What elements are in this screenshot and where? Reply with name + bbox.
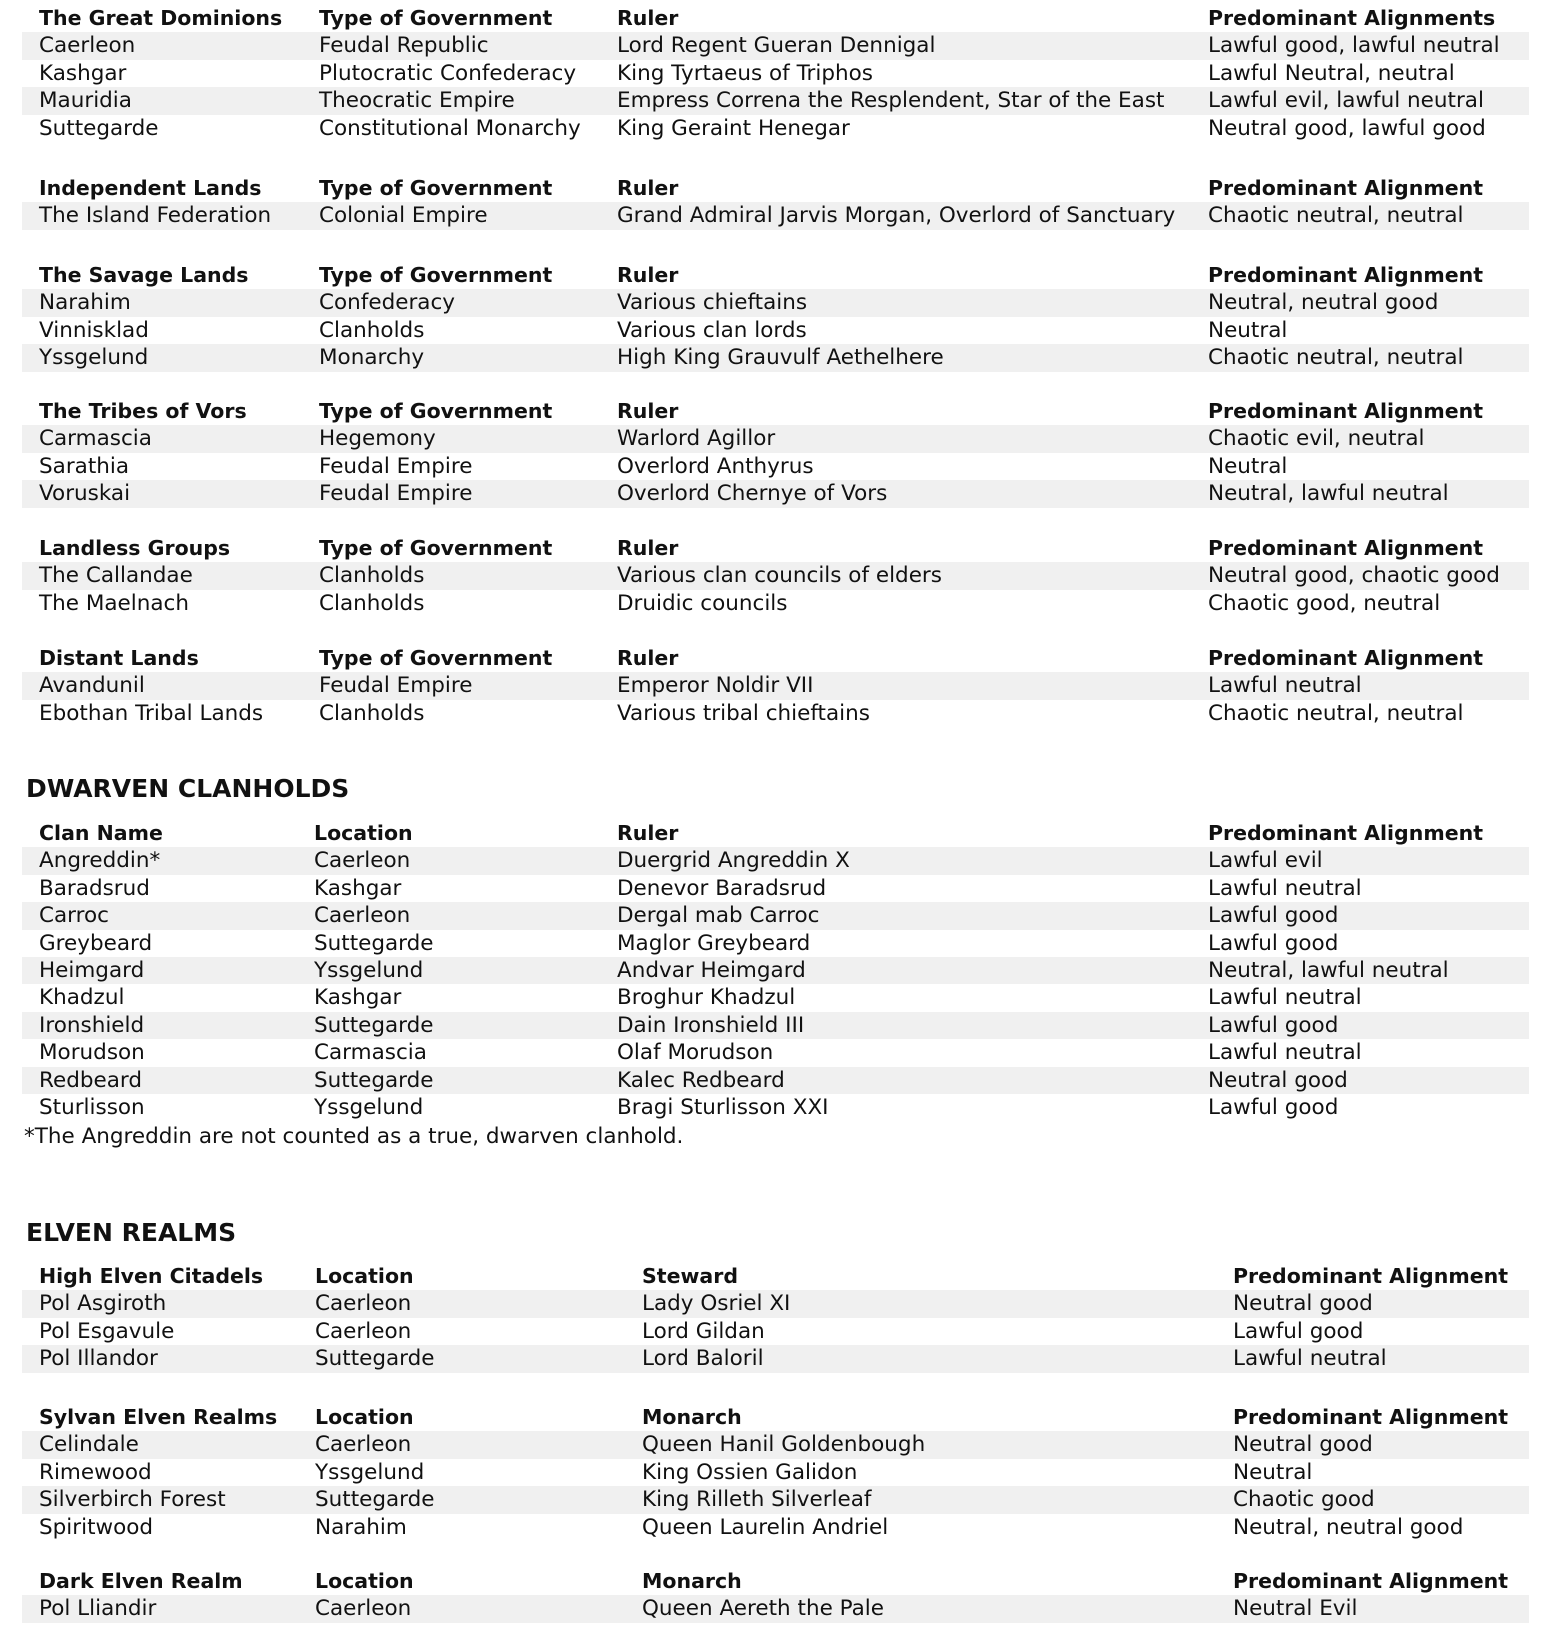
table-great-dominions <box>22 5 1529 142</box>
table-cell: Clanholds <box>319 317 425 343</box>
table-row <box>22 590 1529 617</box>
column-header: Predominant Alignment <box>1208 536 1483 560</box>
table-row <box>22 32 1529 59</box>
table-cell: Neutral, lawful neutral <box>1208 957 1449 983</box>
table-cell: Lord Baloril <box>642 1346 764 1372</box>
table-cell: Feudal Empire <box>319 673 473 699</box>
table-cell: Hegemony <box>319 426 436 452</box>
table-row <box>22 317 1529 344</box>
table-cell: Suttegarde <box>39 115 159 141</box>
table-cell: Neutral good <box>1233 1432 1373 1458</box>
table-cell: Feudal Empire <box>319 453 473 479</box>
table-savage-lands <box>22 262 1529 372</box>
table-cell: Neutral <box>1208 317 1288 343</box>
table-cell: Lawful good <box>1208 1012 1339 1038</box>
table-cell: Yssgelund <box>39 345 149 371</box>
table-cell: Lady Osriel XI <box>642 1291 791 1317</box>
column-header: Type of Government <box>319 536 553 560</box>
table-cell: Lawful good <box>1233 1318 1364 1344</box>
table-cell: Chaotic neutral, neutral <box>1208 700 1464 726</box>
table-cell: Caerleon <box>315 1432 412 1458</box>
table-row <box>22 1290 1529 1317</box>
table-cell: Monarchy <box>319 345 425 371</box>
column-header: Predominant Alignments <box>1208 6 1496 30</box>
table-cell: Carmascia <box>39 426 152 452</box>
table-cell: Duergrid Angreddin X <box>617 848 850 874</box>
table-row <box>22 87 1529 114</box>
column-header: Monarch <box>642 1569 742 1593</box>
table-header-row <box>22 1568 1529 1595</box>
table-cell: Druidic councils <box>617 590 788 616</box>
table-cell: Neutral, neutral good <box>1233 1514 1464 1540</box>
table-cell: Caerleon <box>39 33 136 59</box>
table-cell: Plutocratic Confederacy <box>319 60 577 86</box>
table-header-row <box>22 262 1529 289</box>
table-cell: Constitutional Monarchy <box>319 115 581 141</box>
table-distant-lands <box>22 645 1529 727</box>
table-cell: Yssgelund <box>315 1459 425 1485</box>
table-cell: Caerleon <box>315 1318 412 1344</box>
column-header: Ruler <box>617 6 679 30</box>
table-cell: Neutral <box>1208 453 1288 479</box>
table-row <box>22 1595 1529 1622</box>
table-cell: Feudal Empire <box>319 481 473 507</box>
table-cell: Emperor Noldir VII <box>617 673 814 699</box>
table-cell: Bragi Sturlisson XXI <box>617 1094 829 1120</box>
column-header: The Great Dominions <box>39 6 283 30</box>
table-tribes-of-vors <box>22 398 1529 508</box>
column-header: Ruler <box>617 176 679 200</box>
table-cell: Theocratic Empire <box>319 88 515 114</box>
table-header-row <box>22 645 1529 672</box>
table-row <box>22 1318 1529 1345</box>
table-row <box>22 984 1529 1011</box>
table-cell: Neutral good, lawful good <box>1208 115 1486 141</box>
table-row <box>22 957 1529 984</box>
table-cell: Warlord Agillor <box>617 426 776 452</box>
column-header: Predominant Alignment <box>1208 821 1483 845</box>
table-cell: Sturlisson <box>39 1094 145 1120</box>
table-cell: Spiritwood <box>39 1514 154 1540</box>
table-cell: Lawful Neutral, neutral <box>1208 60 1455 86</box>
table-cell: Suttegarde <box>314 930 434 956</box>
table-cell: Maglor Greybeard <box>617 930 811 956</box>
table-cell: Dergal mab Carroc <box>617 903 820 929</box>
column-header: High Elven Citadels <box>39 1264 264 1288</box>
table-cell: Clanholds <box>319 590 425 616</box>
column-header: Type of Government <box>319 176 553 200</box>
table-high-elven-citadels <box>22 1263 1529 1373</box>
table-cell: Baradsrud <box>39 875 150 901</box>
column-header: Location <box>314 821 413 845</box>
table-row <box>22 1012 1529 1039</box>
table-cell: Pol Illandor <box>39 1346 158 1372</box>
table-cell: Empress Correna the Resplendent, Star of the East <box>617 88 1165 114</box>
table-cell: Lord Regent Gueran Dennigal <box>617 33 936 59</box>
table-cell: Denevor Baradsrud <box>617 875 827 901</box>
table-cell: Kashgar <box>314 875 402 901</box>
table-cell: Chaotic good <box>1233 1487 1375 1513</box>
table-cell: Suttegarde <box>315 1487 435 1513</box>
table-cell: King Rilleth Silverleaf <box>642 1487 872 1513</box>
column-header: The Tribes of Vors <box>39 399 247 423</box>
table-cell: Caerleon <box>315 1596 412 1622</box>
table-cell: Queen Hanil Goldenbough <box>642 1432 926 1458</box>
column-header: Ruler <box>617 821 679 845</box>
table-cell: High King Grauvulf Aethelhere <box>617 345 944 371</box>
table-row <box>22 60 1529 87</box>
table-cell: Neutral good, chaotic good <box>1208 563 1500 589</box>
column-header: Independent Lands <box>39 176 262 200</box>
table-cell: Khadzul <box>39 985 125 1011</box>
table-cell: Narahim <box>315 1514 407 1540</box>
table-row <box>22 1039 1529 1066</box>
table-cell: Lawful good, lawful neutral <box>1208 33 1500 59</box>
table-cell: Kalec Redbeard <box>617 1067 785 1093</box>
table-cell: Various clan lords <box>617 317 807 343</box>
table-cell: Caerleon <box>314 848 411 874</box>
column-header: Type of Government <box>319 399 553 423</box>
table-cell: Neutral good <box>1233 1291 1373 1317</box>
table-cell: Mauridia <box>39 88 132 114</box>
section-title-dwarven-clanholds: DWARVEN CLANHOLDS <box>26 774 350 803</box>
table-cell: Lawful neutral <box>1208 985 1362 1011</box>
column-header: Ruler <box>617 399 679 423</box>
column-header: Location <box>315 1569 414 1593</box>
table-row <box>22 115 1529 142</box>
table-cell: The Island Federation <box>39 203 272 229</box>
table-cell: The Callandae <box>39 563 193 589</box>
column-header: Predominant Alignment <box>1233 1569 1508 1593</box>
table-cell: Olaf Morudson <box>617 1040 774 1066</box>
table-cell: Carroc <box>39 903 109 929</box>
table-row <box>22 875 1529 902</box>
table-header-row <box>22 5 1529 32</box>
table-row <box>22 1094 1529 1121</box>
table-dwarven-clanholds <box>22 820 1529 1121</box>
table-row <box>22 480 1529 507</box>
table-header-row <box>22 1404 1529 1431</box>
table-cell: Chaotic neutral, neutral <box>1208 203 1464 229</box>
table-sylvan-elven-realms <box>22 1404 1529 1541</box>
table-cell: Ironshield <box>39 1012 145 1038</box>
table-cell: Colonial Empire <box>319 203 488 229</box>
table-cell: Overlord Chernye of Vors <box>617 481 888 507</box>
table-cell: Voruskai <box>39 481 131 507</box>
table-dark-elven-realm <box>22 1568 1529 1623</box>
table-header-row <box>22 398 1529 425</box>
table-cell: Caerleon <box>314 903 411 929</box>
table-cell: Chaotic evil, neutral <box>1208 426 1425 452</box>
table-landless-groups <box>22 535 1529 617</box>
table-row <box>22 1459 1529 1486</box>
table-row <box>22 1431 1529 1458</box>
table-cell: Kashgar <box>314 985 402 1011</box>
table-cell: Neutral <box>1233 1459 1313 1485</box>
table-cell: Rimewood <box>39 1459 152 1485</box>
table-row <box>22 344 1529 371</box>
table-independent-lands <box>22 175 1529 230</box>
table-row <box>22 1345 1529 1372</box>
table-cell: Lawful good <box>1208 1094 1339 1120</box>
table-cell: Pol Lliandir <box>39 1596 157 1622</box>
column-header: The Savage Lands <box>39 263 249 287</box>
column-header: Predominant Alignment <box>1208 263 1483 287</box>
table-cell: Angreddin* <box>39 848 161 874</box>
table-cell: Chaotic neutral, neutral <box>1208 345 1464 371</box>
table-cell: Various clan councils of elders <box>617 563 942 589</box>
table-cell: King Ossien Galidon <box>642 1459 858 1485</box>
table-cell: Avandunil <box>39 673 145 699</box>
table-row <box>22 202 1529 229</box>
table-cell: Suttegarde <box>314 1067 434 1093</box>
table-cell: Ebothan Tribal Lands <box>39 700 264 726</box>
table-cell: Suttegarde <box>314 1012 434 1038</box>
column-header: Predominant Alignment <box>1233 1405 1508 1429</box>
table-row <box>22 425 1529 452</box>
table-cell: Queen Aereth the Pale <box>642 1596 885 1622</box>
table-cell: Suttegarde <box>315 1346 435 1372</box>
table-cell: The Maelnach <box>39 590 189 616</box>
table-cell: King Tyrtaeus of Triphos <box>617 60 873 86</box>
column-header: Sylvan Elven Realms <box>39 1405 278 1429</box>
column-header: Clan Name <box>39 821 163 845</box>
table-row <box>22 930 1529 957</box>
table-cell: Lawful neutral <box>1208 673 1362 699</box>
table-cell: Neutral, lawful neutral <box>1208 481 1449 507</box>
table-cell: Silverbirch Forest <box>39 1487 226 1513</box>
table-cell: Grand Admiral Jarvis Morgan, Overlord of Sanctuary <box>617 203 1176 229</box>
table-cell: Neutral, neutral good <box>1208 290 1439 316</box>
table-cell: Dain Ironshield III <box>617 1012 805 1038</box>
table-cell: Neutral Evil <box>1233 1596 1358 1622</box>
table-cell: Chaotic good, neutral <box>1208 590 1441 616</box>
table-cell: Lawful neutral <box>1233 1346 1387 1372</box>
table-row <box>22 289 1529 316</box>
table-cell: Pol Asgiroth <box>39 1291 167 1317</box>
table-cell: Confederacy <box>319 290 456 316</box>
table-row <box>22 672 1529 699</box>
table-cell: Morudson <box>39 1040 145 1066</box>
table-cell: Lawful good <box>1208 903 1339 929</box>
table-cell: Lord Gildan <box>642 1318 765 1344</box>
column-header: Type of Government <box>319 646 553 670</box>
section-title-elven-realms: ELVEN REALMS <box>26 1218 237 1247</box>
table-cell: Redbeard <box>39 1067 143 1093</box>
table-cell: Various tribal chieftains <box>617 700 870 726</box>
table-cell: Various chieftains <box>617 290 808 316</box>
column-header: Distant Lands <box>39 646 199 670</box>
table-row <box>22 1067 1529 1094</box>
column-header: Ruler <box>617 263 679 287</box>
table-row <box>22 1486 1529 1513</box>
column-header: Monarch <box>642 1405 742 1429</box>
column-header: Ruler <box>617 536 679 560</box>
table-cell: Lawful evil, lawful neutral <box>1208 88 1484 114</box>
table-cell: Narahim <box>39 290 131 316</box>
table-row <box>22 453 1529 480</box>
table-cell: Clanholds <box>319 563 425 589</box>
table-cell: Feudal Republic <box>319 33 489 59</box>
table-cell: Lawful neutral <box>1208 1040 1362 1066</box>
table-cell: Caerleon <box>315 1291 412 1317</box>
footnote-angreddin: *The Angreddin are not counted as a true, dwarven clanhold. <box>24 1124 684 1149</box>
table-cell: Queen Laurelin Andriel <box>642 1514 889 1540</box>
column-header: Type of Government <box>319 263 553 287</box>
table-cell: Celindale <box>39 1432 139 1458</box>
table-row <box>22 902 1529 929</box>
table-cell: Pol Esgavule <box>39 1318 175 1344</box>
table-row <box>22 700 1529 727</box>
table-cell: Andvar Heimgard <box>617 957 806 983</box>
table-cell: Sarathia <box>39 453 130 479</box>
table-cell: Broghur Khadzul <box>617 985 796 1011</box>
column-header: Landless Groups <box>39 536 231 560</box>
table-cell: Lawful evil <box>1208 848 1323 874</box>
column-header: Steward <box>642 1264 739 1288</box>
column-header: Type of Government <box>319 6 553 30</box>
table-cell: Carmascia <box>314 1040 427 1066</box>
table-header-row <box>22 820 1529 847</box>
table-header-row <box>22 535 1529 562</box>
column-header: Location <box>315 1405 414 1429</box>
table-cell: Kashgar <box>39 60 127 86</box>
table-cell: Greybeard <box>39 930 153 956</box>
column-header: Ruler <box>617 646 679 670</box>
table-cell: Yssgelund <box>314 1094 424 1120</box>
table-cell: Clanholds <box>319 700 425 726</box>
table-header-row <box>22 175 1529 202</box>
table-row <box>22 562 1529 589</box>
table-row <box>22 1514 1529 1541</box>
column-header: Predominant Alignment <box>1208 399 1483 423</box>
table-cell: Yssgelund <box>314 957 424 983</box>
table-cell: Overlord Anthyrus <box>617 453 814 479</box>
column-header: Dark Elven Realm <box>39 1569 243 1593</box>
column-header: Predominant Alignment <box>1208 176 1483 200</box>
table-header-row <box>22 1263 1529 1290</box>
table-cell: Heimgard <box>39 957 145 983</box>
table-row <box>22 847 1529 874</box>
table-cell: Neutral good <box>1208 1067 1348 1093</box>
table-cell: Vinnisklad <box>39 317 149 343</box>
table-cell: King Geraint Henegar <box>617 115 850 141</box>
column-header: Predominant Alignment <box>1208 646 1483 670</box>
column-header: Location <box>315 1264 414 1288</box>
column-header: Predominant Alignment <box>1233 1264 1508 1288</box>
table-cell: Lawful neutral <box>1208 875 1362 901</box>
table-cell: Lawful good <box>1208 930 1339 956</box>
